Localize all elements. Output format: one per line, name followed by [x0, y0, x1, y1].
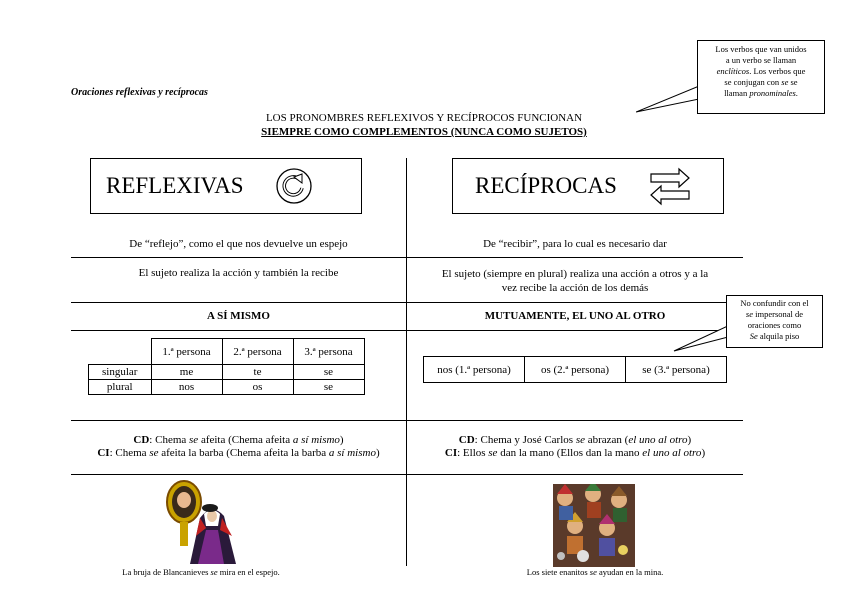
caption-text: Los siete enanitos [526, 567, 590, 577]
witch-caption [71, 567, 331, 577]
table-cell: me [151, 365, 222, 380]
example-text: ) [701, 447, 706, 459]
reciprocas-label: MUTUAMENTE, EL UNO AL OTRO [484, 310, 666, 322]
example-text: dan la mano (Ellos dan la mano [497, 447, 643, 459]
heading-line-1: LOS PRONOMBRES REFLEXIVOS Y RECÍPROCOS FUNCIONAN [265, 112, 583, 124]
circular-arrow-icon [274, 166, 314, 206]
example-ci [71, 447, 406, 460]
callout-impersonal [726, 295, 823, 348]
table-corner [89, 339, 152, 365]
explanation-line: El sujeto (siempre en plural) realiza una acción a otros y a la [441, 268, 709, 280]
reciprocal-pronoun-table [423, 356, 727, 383]
example-italic: se [189, 434, 199, 446]
callout-line [727, 331, 822, 342]
table-cell: se [293, 365, 364, 380]
example-italic: el uno al otro [642, 447, 702, 459]
callout-line: oraciones como [747, 320, 802, 330]
divider [71, 420, 743, 421]
callout-line [727, 309, 822, 320]
reciprocas-examples [407, 434, 743, 460]
row-label: singular [89, 365, 152, 380]
table-cell: nos (1.ª persona) [424, 357, 525, 383]
example-text: abrazan ( [584, 434, 629, 446]
example-italic: el uno al otro [628, 434, 688, 446]
reflexivas-explanation: El sujeto realiza la acción y también la recibe [138, 267, 339, 279]
table-header-row [89, 339, 365, 365]
reflexivas-box [90, 158, 362, 214]
caption-text: ayudan en la mina. [596, 567, 664, 577]
table-cell: nos [151, 380, 222, 395]
reciprocas-explanation [407, 267, 743, 295]
reflexivas-examples [71, 434, 406, 460]
witch-mirror-illustration [160, 478, 242, 564]
table-header: 2.ª persona [222, 339, 293, 365]
example-text: afeita (Chema afeita [198, 434, 293, 446]
table-cell: os [222, 380, 293, 395]
exchange-arrows-icon [649, 166, 691, 206]
callout-line [698, 77, 824, 88]
example-text: ) [339, 434, 344, 446]
example-text: ) [375, 447, 380, 459]
callout-line: No confundir con el [740, 298, 809, 308]
example-cd [407, 434, 743, 447]
example-italic: se [149, 447, 159, 459]
example-text: : Chema y José Carlos [474, 434, 576, 446]
table-cell: se [293, 380, 364, 395]
example-cd [71, 434, 406, 447]
reciprocas-definition: De “recibir”, para lo cual es necesario dar [483, 238, 667, 250]
callout-line [698, 66, 824, 77]
example-text: afeita la barba (Chema afeita la barba [158, 447, 329, 459]
table-cell: os (2.ª persona) [525, 357, 626, 383]
table-header: 3.ª persona [293, 339, 364, 365]
column-divider [406, 158, 407, 566]
callout-text: llaman [724, 88, 750, 98]
explanation-line: vez recibe la acción de los demás [501, 282, 649, 294]
divider [71, 257, 743, 258]
dwarfs-caption [470, 567, 720, 577]
callout-text: alquila piso [757, 331, 800, 341]
example-italic: se [575, 434, 585, 446]
divider [71, 474, 743, 475]
example-italic: a sí mismo [292, 434, 340, 446]
callout-text: impersonal de [753, 309, 804, 319]
callout-line: Los verbos que van unidos [715, 44, 807, 54]
reciprocas-box [452, 158, 724, 214]
document-title: Oraciones reflexivas y recíprocas [71, 87, 208, 98]
caption-text: La bruja de Blancanieves [122, 567, 211, 577]
callout-enclitics [697, 40, 825, 114]
example-tag: CD [458, 434, 475, 446]
example-tag: CI [444, 447, 458, 459]
callout-italic: se [781, 77, 789, 87]
example-italic: a sí mismo [328, 447, 376, 459]
table-header: 1.ª persona [151, 339, 222, 365]
callout-text: . Los verbos que [749, 66, 806, 76]
caption-italic: se [589, 567, 597, 577]
divider [71, 330, 743, 331]
dwarfs-illustration [553, 484, 635, 567]
example-text: : Ellos [457, 447, 489, 459]
callout-italic: pronominales [749, 88, 796, 98]
reflexive-pronoun-table [88, 338, 365, 395]
row-label: plural [89, 380, 152, 395]
callout-text: se [788, 77, 798, 87]
example-text: ) [687, 434, 692, 446]
table-cell: se (3.ª persona) [626, 357, 727, 383]
heading-line-2: SIEMPRE COMO COMPLEMENTOS (NUNCA COMO SUJETOS) [261, 126, 587, 138]
reciprocas-title: RECÍPROCAS [475, 173, 617, 198]
callout-italic: Se [749, 331, 758, 341]
example-tag: CD [133, 434, 150, 446]
reflexivas-title: REFLEXIVAS [106, 173, 244, 198]
callout-text: . [795, 88, 798, 98]
callout-line [698, 88, 824, 99]
example-text: : Chema [149, 434, 190, 446]
reflexivas-label: A SÍ MISMO [207, 310, 270, 322]
reflexivas-definition: De “reflejo”, como el que nos devuelve un espejo [129, 238, 348, 250]
example-italic: se [488, 447, 498, 459]
table-row [89, 365, 365, 380]
table-row [424, 357, 727, 383]
example-tag: CI [97, 447, 110, 459]
callout-italic: se [745, 309, 754, 319]
table-cell: te [222, 365, 293, 380]
callout-italic: enclíticos [716, 66, 750, 76]
caption-italic: se [210, 567, 218, 577]
table-row [89, 380, 365, 395]
example-ci [407, 447, 743, 460]
callout-text: se conjugan con [724, 77, 782, 87]
example-text: : Chema [109, 447, 150, 459]
callout-line: a un verbo se llaman [725, 55, 797, 65]
divider [71, 302, 743, 303]
caption-text: mira en el espejo. [217, 567, 280, 577]
